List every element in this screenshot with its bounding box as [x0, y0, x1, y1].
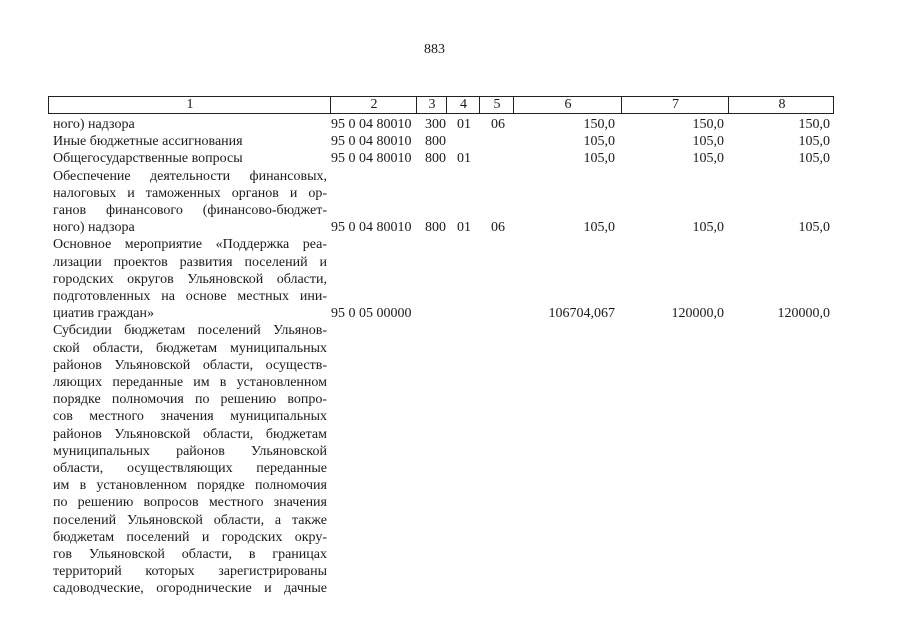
table-row [0, 288, 905, 305]
row-name: им в установленном порядке полномочия [53, 478, 327, 494]
row-name: Обеспечение деятельности финансовых, [53, 168, 327, 184]
row-code: 95 0 04 80010 [331, 134, 412, 150]
row-value-col8: 105,0 [798, 134, 830, 150]
row-name: районов Ульяновской области, осуществ- [53, 357, 327, 373]
column-divider [513, 97, 514, 113]
row-name: городских округов Ульяновской области, [53, 271, 327, 287]
row-name: ляющих переданные им в установленном [53, 375, 327, 390]
row-name: Иные бюджетные ассигнования [53, 134, 243, 150]
row-name: бюджетам поселений и городских окру- [53, 529, 327, 545]
row-name: области, осуществляющих переданные [53, 461, 327, 476]
table-row [0, 168, 905, 185]
row-expense-type: 800 [425, 134, 446, 150]
table-row [0, 271, 905, 288]
row-expense-type: 800 [425, 220, 446, 236]
table-row [0, 546, 905, 563]
column-divider [330, 97, 331, 113]
header-cell: 8 [778, 97, 786, 112]
row-name: ного) надзора [53, 117, 135, 132]
header-cell: 4 [460, 97, 467, 112]
row-subsection: 06 [491, 117, 505, 132]
table-row [0, 133, 905, 150]
table-header-row [48, 96, 834, 114]
header-cell: 1 [186, 97, 194, 112]
row-value-col6: 105,0 [583, 134, 615, 150]
row-name: садоводческие, огороднические и дачные [53, 581, 327, 597]
column-divider [728, 97, 729, 113]
table-row [0, 443, 905, 460]
row-name: ской области, бюджетам муниципальных [53, 340, 327, 356]
row-name: Субсидии бюджетам поселений Ульянов- [53, 323, 327, 339]
row-name: муниципальных районов Ульяновской [53, 443, 327, 459]
page-number: 883 [424, 42, 445, 57]
row-expense-type: 300 [425, 117, 446, 132]
row-value-col8: 120000,0 [777, 306, 830, 322]
row-expense-type: 800 [425, 151, 446, 167]
row-value-col6: 105,0 [583, 220, 615, 236]
row-code: 95 0 05 00000 [331, 306, 412, 322]
row-name: поселений Ульяновской области, а также [53, 512, 327, 528]
table-row [0, 322, 905, 339]
row-code: 95 0 04 80010 [331, 151, 412, 167]
table-row [0, 305, 905, 322]
table-row [0, 116, 905, 133]
row-value-col7: 150,0 [692, 117, 724, 132]
row-value-col8: 150,0 [798, 117, 830, 132]
row-name: налоговых и таможенных органов и ор- [53, 185, 327, 201]
table-row [0, 374, 905, 391]
row-section: 01 [457, 117, 471, 132]
row-value-col7: 105,0 [692, 151, 724, 167]
header-cell: 2 [370, 97, 378, 112]
row-code: 95 0 04 80010 [331, 117, 412, 132]
row-code: 95 0 04 80010 [331, 220, 412, 236]
column-divider [446, 97, 447, 113]
table-row [0, 185, 905, 202]
table-row [0, 426, 905, 443]
row-value-col7: 120000,0 [671, 306, 724, 322]
row-subsection: 06 [491, 220, 505, 236]
row-name: ного) надзора [53, 220, 135, 236]
header-cell: 5 [493, 97, 501, 112]
table-row [0, 512, 905, 529]
table-row [0, 202, 905, 219]
table-row [0, 357, 905, 374]
row-name: Основное мероприятие «Поддержка реа- [53, 237, 327, 253]
table-row [0, 460, 905, 477]
column-divider [416, 97, 417, 113]
table-row [0, 236, 905, 253]
table-row [0, 391, 905, 408]
row-value-col7: 105,0 [692, 220, 724, 236]
header-cell: 7 [672, 97, 679, 112]
column-divider [621, 97, 622, 113]
row-name: территорий которых зарегистрированы [53, 564, 327, 580]
row-name: порядке полномочия по решению вопро- [53, 392, 327, 408]
table-row [0, 477, 905, 494]
row-name: лизации проектов развития поселений и [53, 254, 327, 270]
row-value-col8: 105,0 [798, 151, 830, 167]
row-name: подготовленных на основе местных ини- [53, 289, 327, 304]
row-name: циатив граждан» [53, 306, 155, 322]
row-value-col6: 105,0 [583, 151, 615, 167]
row-name: по решению вопросов местного значения [53, 495, 327, 511]
row-section: 01 [457, 220, 471, 236]
header-cell: 3 [428, 97, 436, 112]
row-name: гов Ульяновской области, в границах [53, 547, 327, 562]
header-cell: 6 [564, 97, 572, 112]
table-row [0, 150, 905, 167]
row-value-col7: 105,0 [692, 134, 724, 150]
row-value-col6: 150,0 [583, 117, 615, 132]
row-value-col6: 106704,067 [548, 306, 615, 322]
row-section: 01 [457, 151, 471, 167]
table-row [0, 529, 905, 546]
table-row [0, 254, 905, 271]
row-name: Общегосударственные вопросы [53, 151, 243, 167]
table-row [0, 563, 905, 580]
table-row [0, 219, 905, 236]
row-name: сов местного значения муниципальных [53, 409, 327, 425]
table-row [0, 340, 905, 357]
row-name: районов Ульяновской области, бюджетам [53, 426, 327, 442]
table-row [0, 580, 905, 597]
table-row [0, 408, 905, 425]
row-name: ганов финансового (финансово-бюджет- [53, 203, 327, 218]
column-divider [479, 97, 480, 113]
table-row [0, 494, 905, 511]
row-value-col8: 105,0 [798, 220, 830, 236]
